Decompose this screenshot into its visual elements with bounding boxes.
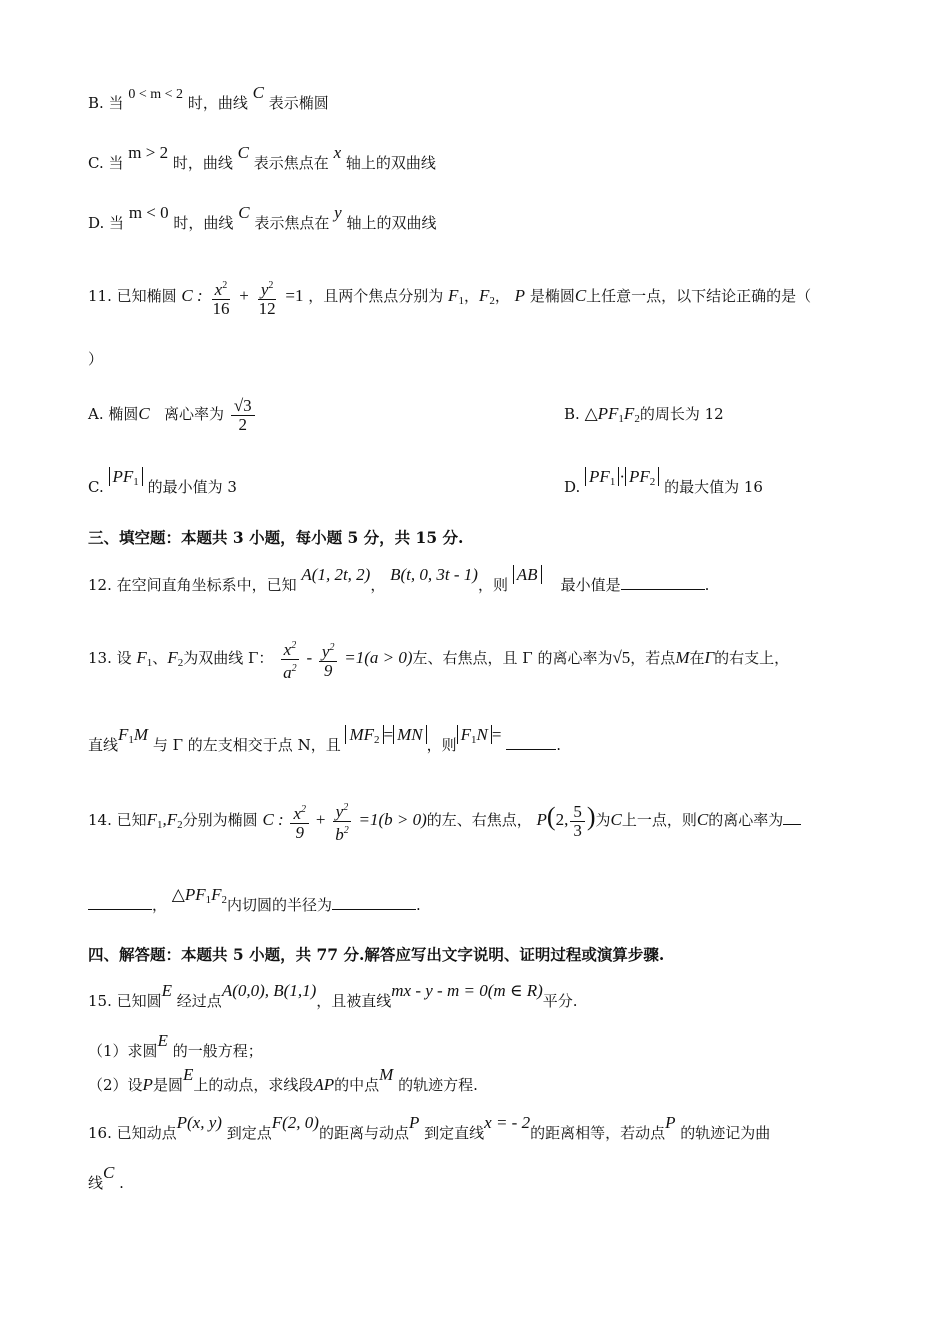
ellipse-name: C : [181, 286, 203, 305]
ellipse-symbol: C [574, 286, 587, 305]
text: 时，曲线 [173, 214, 234, 232]
q11-close [88, 348, 862, 370]
answer-blank-2[interactable] [332, 895, 416, 910]
curve-symbol: C [238, 203, 250, 222]
q16-line1: 16. 已知动点P(x, y) 到定点F(2, 0)的距离与动点P 到定直线x = - 2的距离相等，若动点P 的轨迹记为曲 [88, 1113, 771, 1142]
option-label: B. 当 [88, 94, 124, 112]
q15-part1: （1）求圆E 的一般方程； [88, 1031, 263, 1060]
section-3-heading: 三、填空题：本题共 3 小题，每小题 5 分，共 15 分. [88, 528, 464, 547]
text: ，且两个焦点分别为 [308, 287, 444, 305]
q14-line1: 14. 已知$F_1,F_2$分别为椭圆 C : $\frac{x^2}{9}$ + $\frac{y^2}{b^2}$ =1(b > 0)的左、右焦点， P(2, $\frac{5}{3}$ )为C上一点，则C的离心率为 [88, 790, 862, 852]
section-4-heading: 四、解答题：本题共 5 小题，共 77 分.解答应写出文字说明、证明过程或演算步骤. [88, 945, 665, 964]
q11-option-a: A. 椭圆C 离心率为 $\frac{√3}{2}$ [88, 405, 257, 423]
q15-part2: （2）设P是圆E上的动点，求线段AP的中点M 的轨迹方程. [88, 1065, 478, 1094]
q16-line2: 线C . [88, 1163, 124, 1192]
point-a: A(1, 2t, 2) [301, 565, 371, 584]
text: 表示焦点在 [253, 154, 329, 172]
q12: 12. 在空间直角坐标系中，已知 A(1, 2t, 2)， B(t, 0, 3t - 1)，则 AB 最小值是 . [88, 565, 710, 594]
q11-option-d: D. $PF_1 \cdot PF_2$ 的最大值为 16 [564, 467, 763, 496]
curve-symbol: C [252, 83, 264, 102]
q15-stem: 15. 已知圆E 经过点A(0,0), B(1,1)，且被直线mx - y - m = 0(m ∈ R)平分. [88, 981, 578, 1010]
q13-line2: 直线$F_1M$ 与 Γ 的左支相交于点 N，且 $MF_2$ = MN，则$F_1N$ = . [88, 725, 562, 754]
answer-blank[interactable] [621, 575, 705, 590]
option-label: C. 当 [88, 154, 124, 172]
text: 轴上的双曲线 [346, 214, 437, 232]
text: 时，曲线 [187, 94, 248, 112]
q11-stem: 11. 已知椭圆 C : $\frac{x^2}{16}$ + $\frac{y^2}{12}$ =1 ，且两个焦点分别为 $F_1$，$F_2$， P 是椭圆C上任意一点，以下结论正确的是（ [88, 276, 862, 321]
q13-line1: 13. 设 $F_1$、$F_2$为双曲线 Γ： $\frac{x^2}{a^2}$ - $\frac{y^2}{9}$ =1(a > 0)左、右焦点，且 Γ 的离心率为√5，若点M在Γ的右支上， [88, 632, 862, 689]
q10-option-b [88, 83, 862, 116]
q11-options-cd [88, 467, 862, 503]
axis-symbol: x [333, 143, 342, 162]
paren: ） [88, 350, 104, 368]
answer-blank[interactable] [506, 735, 556, 750]
axis-symbol: y [334, 203, 342, 222]
equals: =1 [285, 286, 304, 305]
q10-option-c [88, 143, 862, 174]
text: 上任意一点，以下结论正确的是（ [586, 287, 812, 305]
answer-blank-1b[interactable] [88, 895, 152, 910]
fraction: $\frac{y^2}{12}$ [256, 277, 279, 318]
condition: 0 < m < 2 [128, 87, 184, 102]
text: 11. 已知椭圆 [88, 287, 177, 305]
q11-option-b: B. $\triangle PF_1F_2$的周长为 12 [564, 404, 724, 425]
text: 表示椭圆 [268, 94, 329, 112]
condition: m < 0 [128, 203, 169, 222]
text: 时，曲线 [172, 154, 233, 172]
q11-option-c: C. $PF_1$ 的最小值为 3 [88, 467, 237, 496]
point-b: B(t, 0, 3t - 1) [390, 565, 478, 584]
operator: + [239, 286, 249, 305]
q11-options-ab [88, 392, 862, 436]
text: 表示焦点在 [254, 214, 330, 232]
text: 是椭圆 [529, 287, 575, 305]
q10-option-d [88, 203, 862, 234]
q14-line2: ， $\triangle PF_1F_2$内切圆的半径为 . [88, 894, 862, 921]
fraction: $\frac{x^2}{16}$ [209, 277, 232, 318]
text: 轴上的双曲线 [345, 154, 436, 172]
condition: m > 2 [128, 143, 169, 162]
answer-blank-1a[interactable] [783, 810, 801, 825]
abs-ab: AB [513, 565, 542, 584]
option-label: D. 当 [88, 214, 125, 232]
curve-symbol: C [237, 143, 249, 162]
point-p: P [514, 286, 526, 305]
